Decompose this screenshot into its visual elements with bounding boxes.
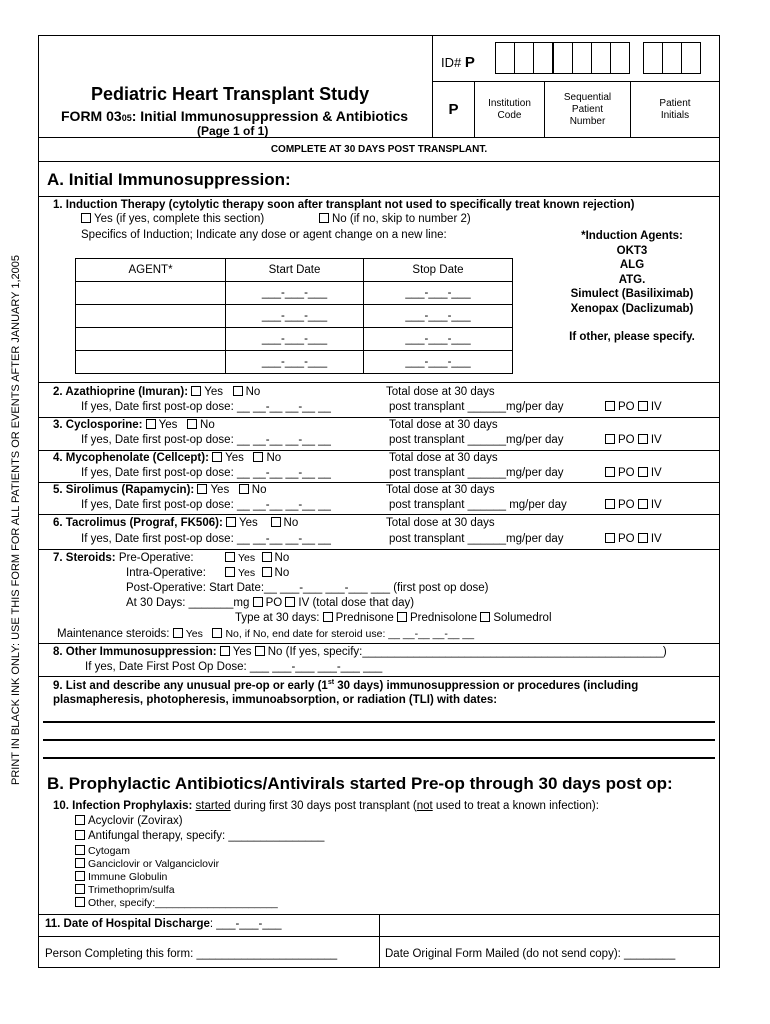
checkbox[interactable] [191, 386, 201, 396]
agent-cell[interactable] [76, 282, 226, 305]
drug-total-label: Total dose at 30 days [386, 484, 495, 496]
prophylaxis-item: Cytogam [88, 845, 131, 857]
drug-name: 4. Mycophenolate (Cellcept): [53, 452, 209, 464]
q9-text-b: 30 days) immunosuppression or procedures (including [334, 679, 639, 692]
drug-total-input[interactable]: post transplant ______mg/per day [389, 434, 564, 446]
no-label: No [245, 386, 261, 398]
prophylaxis-item: Immune Globulin [88, 871, 168, 883]
id-p: P [464, 54, 475, 71]
table-row[interactable] [76, 351, 513, 374]
drug-name: 2. Azathioprine (Imuran): [53, 386, 189, 398]
checkbox[interactable] [480, 612, 490, 622]
checkbox[interactable] [233, 386, 243, 396]
checkbox[interactable] [75, 830, 85, 840]
sequential-number-label: Sequential Patient Number [545, 82, 631, 137]
drug-total-input[interactable]: post transplant ______ mg/per day [389, 499, 567, 511]
start-date-cell[interactable]: ___-___-___ [226, 305, 364, 328]
stop-date-cell[interactable]: ___-___-___ [364, 328, 513, 351]
checkbox[interactable] [75, 815, 85, 825]
discharge-label: 11. Date of Hospital Discharge [45, 918, 210, 930]
yes-label: Yes [238, 567, 256, 579]
id-cell[interactable] [610, 42, 630, 74]
steroids-label: 7. Steroids: [53, 552, 116, 564]
agent-cell[interactable] [76, 305, 226, 328]
start-date-header: Start Date [226, 259, 364, 282]
checkbox[interactable] [146, 419, 156, 429]
q10-end: used to treat a known infection): [432, 800, 599, 812]
iv-label: IV [650, 401, 662, 413]
id-cell[interactable] [495, 42, 515, 74]
section-a-title: A. Initial Immunosuppression: [47, 170, 291, 189]
prednisolone-label: Prednisolone [409, 612, 478, 624]
checkbox[interactable] [197, 484, 207, 494]
checkbox[interactable] [187, 419, 197, 429]
divider [39, 450, 719, 451]
prophylaxis-item[interactable]: Antifungal therapy, specify: _______________ [88, 830, 325, 842]
agent-cell[interactable] [76, 328, 226, 351]
drug-total-input[interactable]: post transplant ______mg/per day [389, 533, 564, 545]
stop-date-cell[interactable]: ___-___-___ [364, 351, 513, 374]
table-row[interactable] [76, 305, 513, 328]
checkbox[interactable] [638, 467, 648, 477]
iv-label: IV [650, 499, 662, 511]
q9-write-line[interactable] [43, 757, 715, 759]
start-date-cell[interactable]: ___-___-___ [226, 328, 364, 351]
checkbox[interactable] [212, 628, 222, 638]
divider [39, 514, 719, 515]
page-indicator: (Page 1 of 1) [197, 124, 269, 138]
stop-date-header: Stop Date [364, 259, 513, 282]
checkbox[interactable] [319, 213, 329, 223]
study-title: Pediatric Heart Transplant Study [91, 84, 370, 104]
po-label: PO [618, 467, 635, 479]
checkbox[interactable] [75, 897, 85, 907]
divider [39, 676, 719, 677]
yes-label: Yes [210, 484, 230, 496]
sequential-number-cells[interactable] [553, 42, 629, 74]
q1-yes-label: Yes (if yes, complete this section) [94, 213, 265, 225]
prophylaxis-item: Trimethoprim/sulfa [88, 884, 175, 896]
preop-label: Pre-Operative: [118, 552, 194, 564]
checkbox[interactable] [75, 884, 85, 894]
id-cell[interactable] [553, 42, 573, 74]
checkbox[interactable] [225, 567, 235, 577]
id-cell[interactable] [643, 42, 663, 74]
no-label: No [274, 552, 290, 564]
type-label: Type at 30 days: [235, 612, 320, 624]
start-date-cell[interactable]: ___-___-___ [226, 351, 364, 374]
agents-title: *Induction Agents: [581, 230, 683, 242]
checkbox[interactable] [253, 597, 263, 607]
drug-date[interactable]: If yes, Date first post-op dose: __ __-__ __-__ __ [81, 401, 331, 413]
q9-write-line[interactable] [43, 739, 715, 741]
checkbox[interactable] [397, 612, 407, 622]
side-instruction: PRINT IN BLACK INK ONLY: USE THIS FORM FOR ALL PATIENTS OR EVENTS AFTER JANUARY 1,2005 [10, 255, 22, 785]
drug-date[interactable]: If yes, Date first post-op dose: __ __-__ __-__ __ [81, 467, 331, 479]
q1-yes-option[interactable] [81, 213, 264, 225]
form-title [61, 108, 408, 124]
checkbox[interactable] [638, 401, 648, 411]
checkbox[interactable] [605, 499, 615, 509]
po-label: PO [618, 434, 635, 446]
prophylaxis-item[interactable]: Other, specify:_____________________ [88, 897, 278, 909]
q10-mid: during first 30 days post transplant ( [230, 800, 417, 812]
at30-dose[interactable]: At 30 Days: _______mg [126, 597, 250, 609]
table-header-row [76, 259, 513, 282]
id-cell[interactable] [591, 42, 611, 74]
form-prefix: FORM 03 [61, 108, 122, 124]
date-mailed[interactable]: Date Original Form Mailed (do not send copy): ________ [385, 948, 676, 960]
table-row[interactable] [76, 282, 513, 305]
prophylaxis-item: Ganciclovir or Valganciclovir [88, 858, 220, 870]
agent-item: Simulect (Basiliximab) [570, 288, 694, 300]
discharge-date-input[interactable]: : ___-___-___ [209, 918, 282, 930]
yes-label: Yes [204, 386, 223, 398]
checkbox[interactable] [605, 533, 615, 543]
person-completing[interactable]: Person Completing this form: ______________________ [45, 948, 338, 960]
institution-code-cells[interactable] [495, 42, 552, 74]
agents-other: If other, please specify. [569, 331, 695, 343]
induction-table [75, 258, 513, 374]
intraop-label: Intra-Operative: [126, 567, 206, 579]
no-label: No [274, 567, 290, 579]
initials-cells[interactable] [643, 42, 700, 74]
maintenance-label: Maintenance steroids: [57, 628, 170, 640]
section-b-title: B. Prophylactic Antibiotics/Antivirals started Pre-op through 30 days post op: [47, 774, 673, 793]
po-label: PO [265, 597, 283, 609]
q9-write-line[interactable] [43, 721, 715, 723]
id-cell[interactable] [514, 42, 534, 74]
maintenance-no-label: No, if No, end date for steroid use: __ __-__ __-__ __ [225, 628, 475, 640]
po-label: PO [618, 401, 635, 413]
iv-label: IV [650, 434, 662, 446]
form-suffix: : Initial Immunosuppression & Antibiotics [131, 108, 409, 124]
drug-date[interactable]: If yes, Date first post-op dose: __ __-__ __-__ __ [81, 499, 331, 511]
q8-date[interactable]: If yes, Date First Post Op Dose: ___ ___-___ ___-___ ___ [85, 661, 383, 673]
id-box [432, 36, 719, 138]
agent-item: Xenopax (Daclizumab) [570, 302, 694, 315]
agent-item: OKT3 [616, 244, 648, 257]
start-date-cell[interactable]: ___-___-___ [226, 282, 364, 305]
drug-name: 3. Cyclosporine: [53, 419, 143, 431]
prophylaxis-item: Acyclovir (Zovirax) [88, 815, 183, 827]
q8-label: 8. Other Immunosuppression: [53, 646, 217, 658]
divider [39, 417, 719, 418]
divider [39, 482, 719, 483]
iv-label: IV [650, 467, 662, 479]
no-label: No [200, 419, 215, 431]
institution-code-label: Institution Code [475, 82, 545, 137]
checkbox[interactable] [239, 484, 249, 494]
checkbox[interactable] [255, 646, 265, 656]
q9-line2: plasmapheresis, photopheresis, immunoabsorption, or radiation (TLI) with dates: [53, 694, 498, 706]
checkbox[interactable] [75, 858, 85, 868]
checkbox[interactable] [173, 628, 183, 638]
divider [39, 196, 719, 197]
iv-label: IV [650, 533, 662, 545]
checkbox[interactable] [271, 517, 281, 527]
q9-sup: st [327, 679, 335, 686]
stop-date-cell[interactable]: ___-___-___ [364, 305, 513, 328]
q1-specifics: Specifics of Induction; Indicate any dose or agent change on a new line: [81, 229, 447, 241]
yes-label: Yes [238, 552, 256, 564]
checkbox[interactable] [605, 467, 615, 477]
id-label [441, 54, 475, 71]
checkbox[interactable] [285, 597, 295, 607]
drug-total-input[interactable]: post transplant ______mg/per day [389, 401, 564, 413]
checkbox[interactable] [262, 567, 272, 577]
checkbox[interactable] [253, 452, 263, 462]
checkbox[interactable] [75, 871, 85, 881]
drug-total-label: Total dose at 30 days [389, 419, 498, 431]
q8-no-label[interactable]: No (If yes, specify:_______________________________________________) [267, 646, 667, 658]
solumedrol-label: Solumedrol [493, 612, 552, 624]
drug-total-input[interactable]: post transplant ______mg/per day [389, 467, 564, 479]
id-text: ID# [441, 55, 462, 70]
checkbox[interactable] [220, 646, 230, 656]
iv-total-label: IV (total dose that day) [298, 597, 415, 609]
maintenance-yes-label: Yes [185, 628, 203, 640]
checkbox[interactable] [262, 552, 272, 562]
checkbox[interactable] [638, 499, 648, 509]
checkbox[interactable] [605, 401, 615, 411]
induction-agents-list [559, 229, 705, 345]
drug-total-label: Total dose at 30 days [386, 517, 495, 529]
divider [39, 549, 719, 550]
agent-cell[interactable] [76, 351, 226, 374]
no-label: No [283, 517, 299, 529]
q1-no-option[interactable] [319, 213, 471, 225]
id-cell[interactable] [662, 42, 682, 74]
form-header [39, 36, 719, 138]
checkbox[interactable] [605, 434, 615, 444]
checkbox[interactable] [81, 213, 91, 223]
drug-name: 6. Tacrolimus (Prograf, FK506): [53, 517, 223, 529]
divider [39, 643, 719, 644]
yes-label: Yes [238, 517, 258, 529]
p-label: P [433, 82, 475, 137]
q10-started: started [195, 800, 231, 812]
checkbox[interactable] [225, 552, 235, 562]
checkbox[interactable] [75, 845, 85, 855]
q1-no-label: No (if no, skip to number 2) [332, 213, 471, 225]
form [38, 35, 720, 968]
prednisone-label: Prednisone [335, 612, 394, 624]
id-cell[interactable] [681, 42, 701, 74]
no-label: No [251, 484, 267, 496]
drug-total-label: Total dose at 30 days [386, 386, 495, 398]
drug-total-label: Total dose at 30 days [389, 452, 498, 464]
q9-text-a: 9. List and describe any unusual pre-op or early (1 [53, 679, 328, 692]
checkbox[interactable] [323, 612, 333, 622]
initials-label: Patient Initials [659, 97, 691, 121]
agent-item: ALG [619, 259, 645, 271]
yes-label: Yes [225, 452, 244, 464]
drug-name: 5. Sirolimus (Rapamycin): [53, 484, 195, 496]
checkbox[interactable] [212, 452, 222, 462]
stop-date-cell[interactable]: ___-___-___ [364, 282, 513, 305]
form-sub: 05 [121, 113, 132, 123]
agent-header: AGENT* [76, 259, 226, 282]
q10-label: 10. Infection Prophylaxis: [53, 800, 193, 812]
footer-divider [379, 914, 380, 968]
checkbox[interactable] [638, 434, 648, 444]
id-columns [433, 81, 719, 137]
q10-not: not [416, 800, 433, 812]
q8-yes-label: Yes [232, 646, 252, 658]
postop-start-date[interactable]: Post-Operative: Start Date:__ ___-___ ___-___ ___ (first post op dose) [126, 582, 489, 594]
po-label: PO [618, 533, 635, 545]
checkbox[interactable] [638, 533, 648, 543]
table-row[interactable] [76, 328, 513, 351]
id-cell[interactable] [572, 42, 592, 74]
q9-line1 [53, 679, 638, 692]
po-label: PO [618, 499, 635, 511]
agent-item: ATG. [618, 273, 646, 286]
drug-date[interactable]: If yes, Date first post-op dose: __ __-__ __-__ __ [81, 434, 331, 446]
drug-date[interactable]: If yes, Date first post-op dose: __ __-__ __-__ __ [81, 533, 331, 545]
divider [39, 382, 719, 383]
completion-banner: COMPLETE AT 30 DAYS POST TRANSPLANT. [39, 138, 719, 162]
no-label: No [266, 452, 282, 464]
q1-label: 1. Induction Therapy (cytolytic therapy soon after transplant not used to specifically treat known rejection) [53, 199, 635, 211]
id-cell[interactable] [533, 42, 553, 74]
yes-label: Yes [158, 419, 178, 431]
checkbox[interactable] [226, 517, 236, 527]
